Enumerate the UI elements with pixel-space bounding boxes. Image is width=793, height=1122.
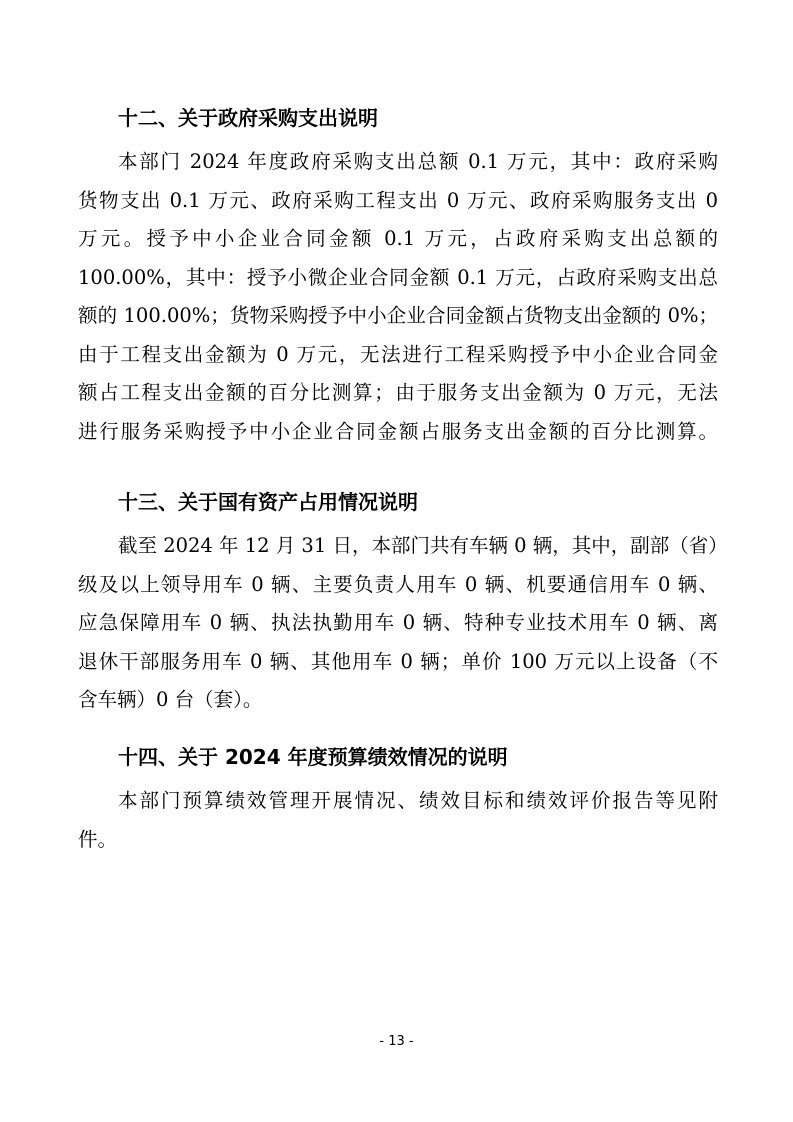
paragraph-line: 本部门预算绩效管理开展情况、绩效目标和绩效评价报告等见附 (118, 789, 718, 812)
paragraph-line: 进行服务采购授予中小企业合同金额占服务支出金额的百分比测算。 (78, 419, 718, 443)
section-heading-state-assets: 十三、关于国有资产占用情况说明 (118, 490, 418, 514)
paragraph-line: 截至 2024 年 12 月 31 日，本部门共有车辆 0 辆，其中，副部（省） (118, 534, 728, 557)
paragraph-line: 100.00%，其中：授予小微企业合同金额 0.1 万元，占政府采购支出总 (78, 265, 718, 289)
paragraph-line: 含车辆）0 台（套）。 (78, 688, 263, 711)
paragraph-line: 应急保障用车 0 辆、执法执勤用车 0 辆、特种专业技术用车 0 辆、离 (78, 611, 718, 634)
paragraph-line: 货物支出 0.1 万元、政府采购工程支出 0 万元、政府采购服务支出 0 (78, 188, 718, 212)
paragraph-line: 本部门 2024 年度政府采购支出总额 0.1 万元，其中：政府采购 (118, 150, 718, 173)
paragraph-line: 级及以上领导用车 0 辆、主要负责人用车 0 辆、机要通信用车 0 辆、 (78, 572, 718, 596)
page-number: - 13 - (379, 1034, 414, 1049)
paragraph-line: 件。 (78, 827, 118, 851)
section-body-budget-performance (78, 782, 718, 859)
paragraph-line: 退休干部服务用车 0 辆、其他用车 0 辆；单价 100 万元以上设备（不 (78, 649, 718, 673)
section-body-state-assets (78, 527, 728, 720)
section-heading-budget-performance: 十四、关于 2024 年度预算绩效情况的说明 (118, 745, 508, 769)
section-heading-government-procurement: 十二、关于政府采购支出说明 (118, 106, 378, 130)
paragraph-line: 额占工程支出金额的百分比测算；由于服务支出金额为 0 万元，无法 (78, 381, 718, 404)
paragraph-line: 万元。授予中小企业合同金额 0.1 万元，占政府采购支出总额的 (78, 227, 718, 250)
section-body-government-procurement (78, 143, 718, 451)
paragraph-line: 由于工程支出金额为 0 万元，无法进行工程采购授予中小企业合同金 (78, 342, 718, 366)
paragraph-line: 额的 100.00%；货物采购授予中小企业合同金额占货物支出金额的 0%； (78, 304, 718, 327)
